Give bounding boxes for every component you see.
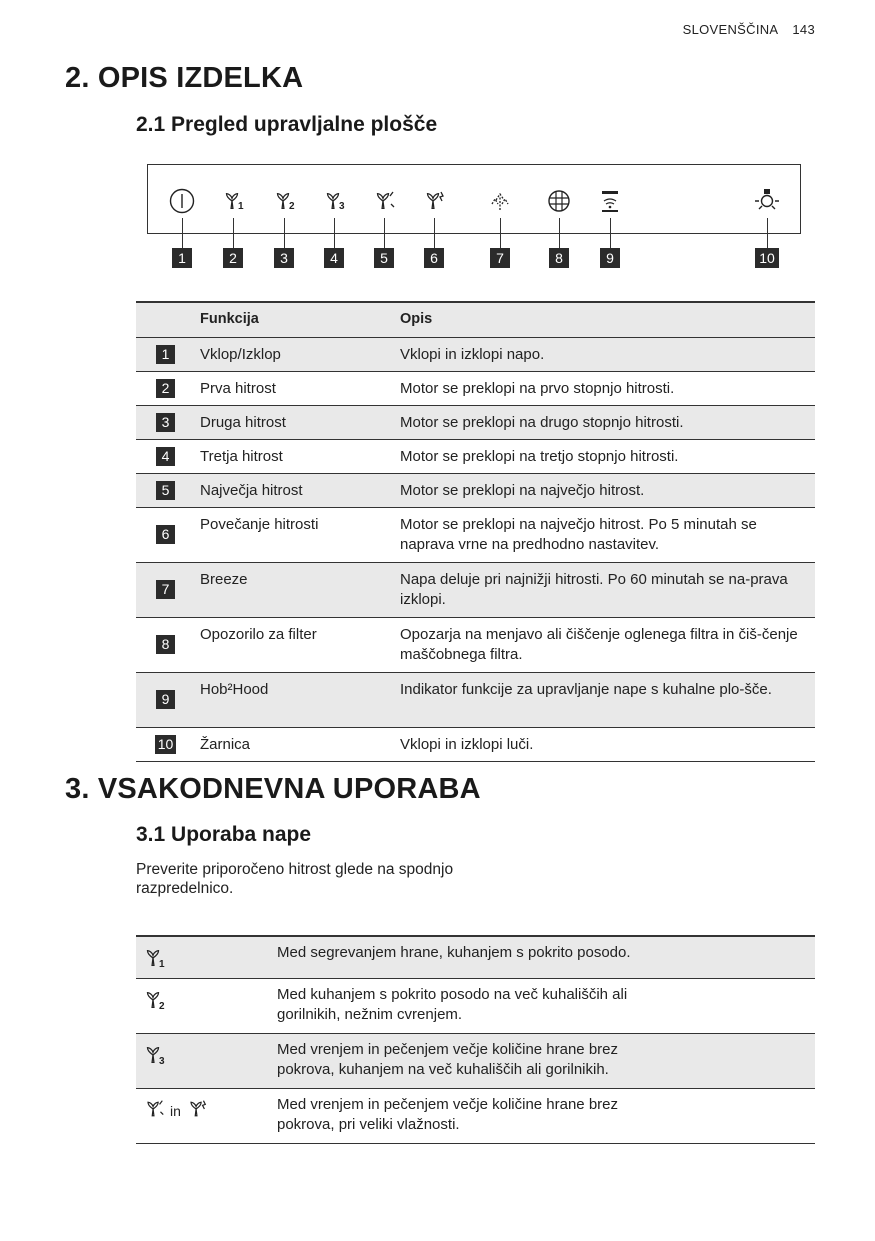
usage-table — [136, 935, 815, 1144]
fan-speed-2-icon — [271, 187, 299, 215]
function-cell: Druga hitrost — [200, 413, 286, 431]
usage-description: Med vrenjem in pečenjem večje količine hrane brez pokrova, pri veliki vlažnosti. — [277, 1095, 619, 1133]
svg-text:1: 1 — [238, 201, 244, 212]
table-row — [136, 405, 815, 439]
table-row — [136, 1033, 815, 1088]
description-cell: Motor se preklopi na največjo hitrost. — [400, 481, 645, 499]
description-cell: Motor se preklopi na tretjo stopnjo hitrosti. — [400, 447, 679, 465]
intro-paragraph: Preverite priporočeno hitrost glede na spodnjo razpredelnico. — [136, 861, 454, 897]
fan-max-icon — [370, 187, 398, 215]
callout-badge: 9 — [600, 248, 620, 268]
row-number-badge: 8 — [156, 635, 175, 654]
function-cell: Največja hitrost — [200, 481, 303, 499]
function-table — [136, 301, 815, 762]
table-row — [136, 672, 815, 727]
table-row — [136, 978, 815, 1033]
fan-speed-1-icon — [220, 187, 248, 215]
function-cell: Vklop/Izklop — [200, 345, 281, 363]
callout-badge: 1 — [172, 248, 192, 268]
table-row — [136, 371, 815, 405]
section-title: 2. OPIS IZDELKA — [65, 62, 304, 94]
svg-text:1: 1 — [159, 959, 165, 970]
function-cell: Tretja hitrost — [200, 447, 283, 465]
power-icon — [168, 187, 196, 215]
fan-speed-3-icon — [321, 187, 349, 215]
table-row — [136, 473, 815, 507]
subsection-title: 2.1 Pregled upravljalne plošče — [136, 113, 438, 136]
table-row — [136, 507, 815, 562]
callout-badge: 8 — [549, 248, 569, 268]
table-row — [136, 439, 815, 473]
hob2hood-icon — [596, 187, 624, 215]
table-row — [136, 727, 815, 761]
row-number-badge: 7 — [156, 580, 175, 599]
breeze-icon — [486, 187, 514, 215]
callout-badge: 5 — [374, 248, 394, 268]
function-cell: Prva hitrost — [200, 379, 276, 397]
row-number-badge: 1 — [156, 345, 175, 364]
callout-badge: 10 — [755, 248, 779, 268]
callout-badge: 2 — [223, 248, 243, 268]
svg-text:3: 3 — [339, 201, 345, 212]
row-number-badge: 5 — [156, 481, 175, 500]
description-cell: Vklopi in izklopi napo. — [400, 345, 545, 363]
description-cell: Indikator funkcije za upravljanje nape s kuhalne plo-šče. — [400, 680, 772, 698]
fan-boost-icon — [420, 187, 448, 215]
page-number: 143 — [792, 22, 815, 37]
description-cell: Napa deluje pri najnižji hitrosti. Po 60 minutah se na-prava izklopi. — [400, 570, 788, 608]
usage-description: Med segrevanjem hrane, kuhanjem s pokrito posodo. — [277, 944, 631, 961]
column-header-function: Funkcija — [200, 311, 259, 327]
icon-joiner: in — [170, 1103, 181, 1119]
section-title: 3. VSAKODNEVNA UPORABA — [65, 773, 481, 805]
table-header-row — [136, 302, 815, 337]
page-header — [683, 22, 815, 37]
row-number-badge: 10 — [155, 735, 176, 754]
row-number-badge: 2 — [156, 379, 175, 398]
row-number-badge: 9 — [156, 690, 175, 709]
svg-text:2: 2 — [289, 201, 295, 212]
language-label: SLOVENŠČINA — [682, 22, 779, 37]
table-row — [136, 337, 815, 371]
description-cell: Vklopi in izklopi luči. — [400, 735, 534, 753]
usage-description: Med kuhanjem s pokrito posodo na več kuhališčih ali gorilnikih, nežnim cvrenjem. — [277, 985, 628, 1023]
table-row — [136, 1088, 815, 1143]
fan-speed-1-icon — [142, 958, 168, 975]
description-cell: Opozarja na menjavo ali čiščenje oglenega filtra in čiš-čenje maščobnega filtra. — [400, 625, 798, 663]
svg-text:3: 3 — [159, 1055, 165, 1067]
callout-badge: 4 — [324, 248, 344, 268]
svg-text:2: 2 — [159, 1000, 165, 1012]
subsection-title: 3.1 Uporaba nape — [136, 823, 312, 846]
description-cell: Motor se preklopi na največjo hitrost. Po 5 minutah se naprava vrne na predhodno nastavitev. — [400, 515, 757, 553]
function-cell: Breeze — [200, 570, 248, 588]
table-row — [136, 617, 815, 672]
filter-grid-icon — [545, 187, 573, 215]
callout-badge: 3 — [274, 248, 294, 268]
row-number-badge: 4 — [156, 447, 175, 466]
column-header-description: Opis — [400, 311, 433, 327]
table-row — [136, 936, 815, 978]
table-row — [136, 562, 815, 617]
description-cell: Motor se preklopi na prvo stopnjo hitrosti. — [400, 379, 675, 397]
fan-max-icon — [142, 1097, 166, 1126]
usage-description: Med vrenjem in pečenjem večje količine hrane brez pokrova, kuhanjem na več kuhališčih ali gorilnikih. — [277, 1040, 619, 1078]
fan-boost-icon — [185, 1097, 209, 1126]
row-number-badge: 6 — [156, 525, 175, 544]
callout-badge: 7 — [490, 248, 510, 268]
fan-speed-2-icon — [142, 1000, 168, 1017]
callout-badge: 6 — [424, 248, 444, 268]
description-cell: Motor se preklopi na drugo stopnjo hitrosti. — [400, 413, 684, 431]
function-cell: Hob²Hood — [200, 680, 269, 698]
function-cell: Povečanje hitrosti — [200, 515, 319, 533]
light-bulb-icon — [753, 187, 781, 215]
row-number-badge: 3 — [156, 413, 175, 432]
function-cell: Opozorilo za filter — [200, 625, 317, 643]
fan-speed-3-icon — [142, 1055, 168, 1072]
function-cell: Žarnica — [200, 735, 251, 753]
